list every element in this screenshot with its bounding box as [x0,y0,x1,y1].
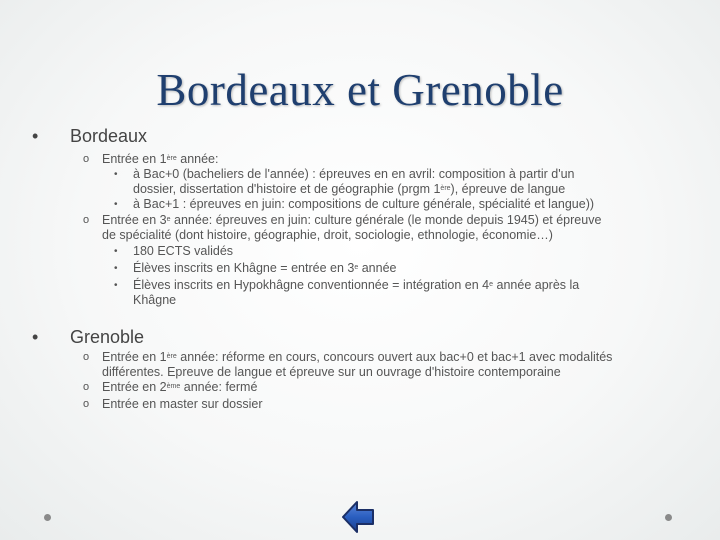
item-text: année: [176,152,219,166]
sub-bullet: o [83,214,90,226]
item-text: dossier, dissertation d'histoire et de géographie (prgm 1 [133,182,441,196]
section-heading: Bordeaux [70,126,148,146]
item-text: année après la [493,278,580,292]
item-text: Entrée en 1 [102,152,167,166]
item-text: année: épreuves en juin: culture générale (le monde depuis 1945) et épreuve [170,213,602,227]
item-text: Élèves inscrits en Khâgne = entrée en 3 [133,261,355,275]
superscript: e [489,281,494,288]
sub-sub-bullet: • [114,169,118,180]
item-text: Entrée en 3 [102,213,167,227]
item-text: Entrée en 1 [102,350,167,364]
item-text: Entrée en master sur dossier [102,397,263,411]
superscript: ère [166,155,177,162]
item-text: Entrée en 2 [102,380,167,394]
sub-sub-bullet: • [114,280,118,291]
item-text: de spécialité (dont histoire, géographie, droit, sociologie, ethnologie, économie…) [102,228,553,242]
item-text: 180 ECTS validés [133,244,234,258]
superscript: e [166,216,171,223]
superscript: ère [166,353,177,360]
sub-bullet: o [83,351,90,363]
item-text: année: réforme en cours, concours ouvert aux bac+0 et bac+1 avec modalités [176,350,613,364]
sub-sub-bullet: • [114,199,118,210]
bullet: • [32,126,39,146]
decor-dot-right [665,514,672,521]
sub-sub-bullet: • [114,263,118,274]
item-text: Khâgne [133,293,177,307]
left-arrow-icon [341,499,375,535]
sub-bullet: o [83,398,90,410]
sub-bullet: o [83,381,90,393]
item-text: ), épreuve de langue [450,182,566,196]
sub-sub-bullet: • [114,246,118,257]
section-heading: Grenoble [70,327,145,347]
bullet: • [32,327,39,347]
superscript: ème [166,383,181,390]
item-text: différentes. Epreuve de langue et épreuve sur un ouvrage d'histoire contemporaine [102,365,561,379]
item-text: Élèves inscrits en Hypokhâgne conventionnée = intégration en 4 [133,278,490,292]
superscript: ère [440,185,451,192]
item-text: à Bac+0 (bacheliers de l'année) : épreuves en en avril: composition à partir d'un [133,167,575,181]
item-text: année: fermé [180,380,258,394]
item-text: année [358,261,397,275]
decor-dot-left [44,514,51,521]
item-text: à Bac+1 : épreuves en juin: compositions de culture générale, spécialité et langue)) [133,197,595,211]
sub-bullet: o [83,153,90,165]
superscript: e [354,264,359,271]
back-nav-button[interactable] [341,499,375,535]
slide-title: Bordeaux et Grenoble [156,65,564,115]
